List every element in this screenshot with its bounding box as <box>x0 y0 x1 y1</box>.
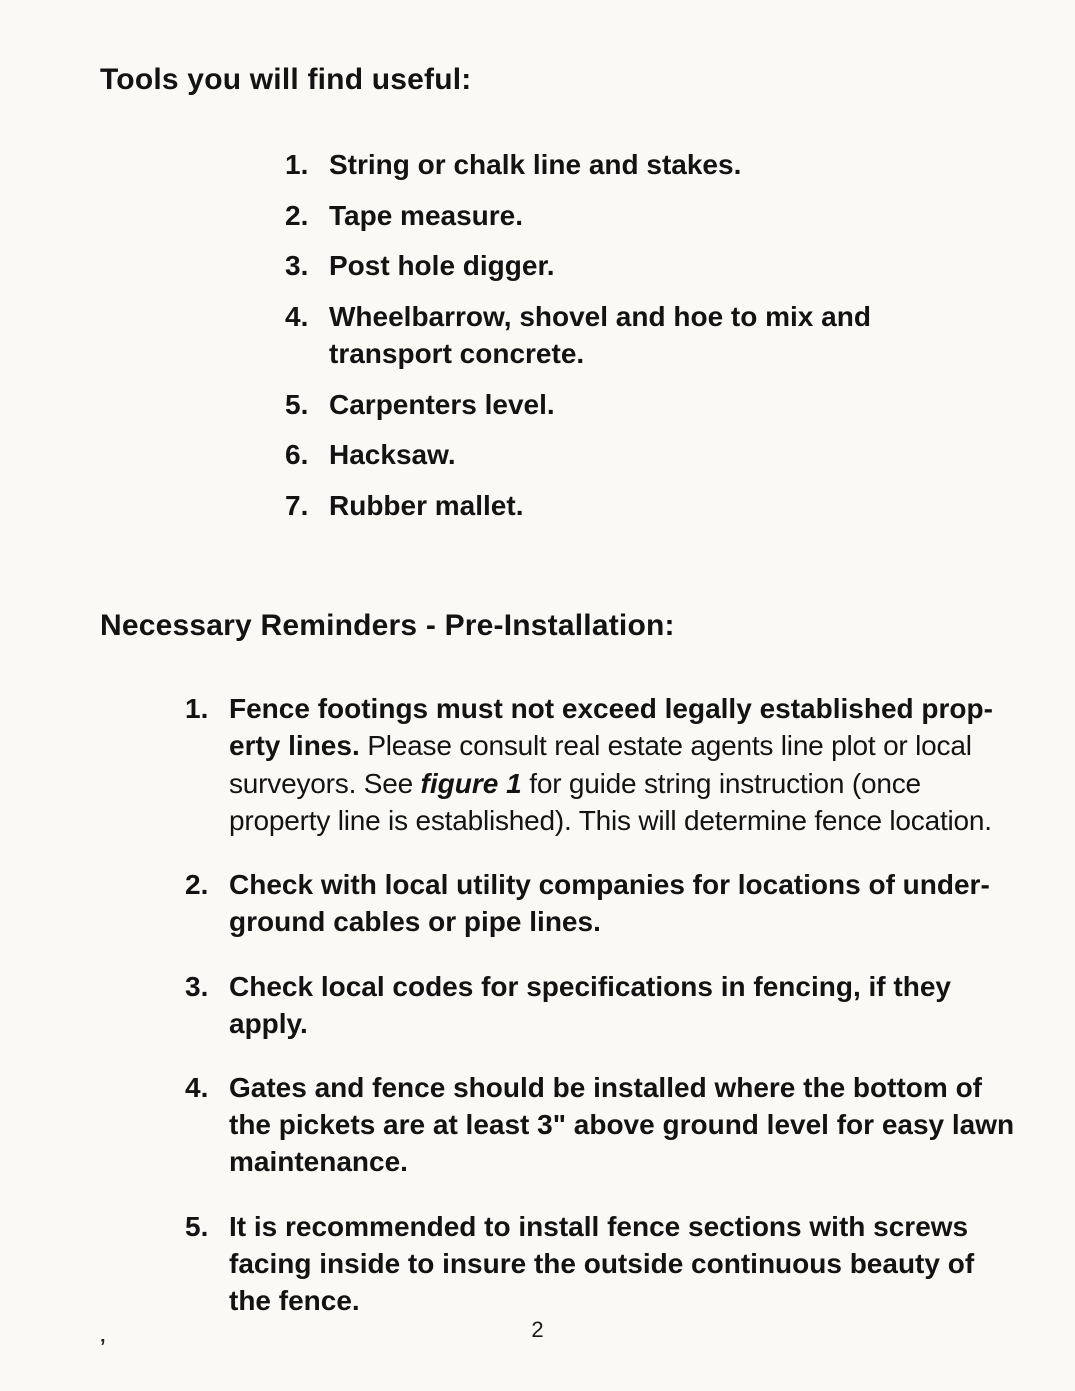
list-number: 1. <box>285 149 309 180</box>
reminders-heading: Necessary Reminders - Pre-Installation: <box>100 609 675 643</box>
list-number: 3. <box>285 250 309 282</box>
list-text: Post hole digger. <box>329 250 555 282</box>
list-text: Check local codes for specifications in fencing, if they apply. <box>229 970 951 1039</box>
list-text: Check with local utility companies for locations of under-ground cables or pipe lines. <box>229 869 990 938</box>
list-number: 4. <box>185 1072 209 1103</box>
list-item <box>285 146 1020 184</box>
tools-section <box>100 62 1020 524</box>
list-item <box>285 436 1020 474</box>
list-number: 2. <box>185 869 209 901</box>
figure-reference: figure 1 <box>420 767 522 799</box>
list-text: Wheelbarrow, shovel and hoe to mix and transport concrete. <box>329 300 871 370</box>
list-text: Carpenters level. <box>329 388 555 420</box>
list-number: 1. <box>185 693 209 725</box>
list-text: It is recommended to install fence sections with screws facing inside to insure the outside continuous beauty of the fence. <box>229 1210 975 1317</box>
list-item <box>285 247 1020 285</box>
tools-list <box>285 146 1020 524</box>
list-item <box>185 866 1020 940</box>
list-number: 5. <box>185 1210 209 1242</box>
list-item <box>185 690 1020 839</box>
list-text: String or chalk line and stakes. <box>329 149 742 180</box>
list-item <box>285 386 1020 424</box>
list-text: Gates and fence should be installed where the bottom of the pickets are at least 3" above ground level for easy lawn maintenance. <box>229 1072 1015 1178</box>
reminder-regular-text: for guide string instruction (once property line is established). This will determine fence location. <box>229 767 992 836</box>
list-item <box>285 197 1020 235</box>
list-number: 6. <box>285 439 309 471</box>
reminder-regular-text: Please consult real estate agents line plot or local surveyors. See <box>229 730 972 799</box>
scan-artifact-mark: ’ <box>100 1336 106 1358</box>
list-number: 3. <box>185 970 209 1002</box>
list-item <box>285 298 1020 373</box>
reminders-section <box>100 608 1020 1319</box>
list-item <box>185 968 1020 1042</box>
list-text <box>229 690 1020 839</box>
list-number: 4. <box>285 300 309 332</box>
list-item <box>285 487 1020 525</box>
list-item <box>185 1069 1020 1181</box>
reminder-bold-lead: Fence footings must not exceed legally established prop-erty lines. <box>229 693 993 762</box>
list-text: Hacksaw. <box>329 439 456 471</box>
list-text: Rubber mallet. <box>329 489 524 521</box>
list-number: 5. <box>285 388 309 420</box>
tools-heading: Tools you will find useful: <box>100 63 472 96</box>
list-item <box>185 1208 1020 1320</box>
list-number: 2. <box>285 199 309 231</box>
reminders-list <box>185 690 1020 1319</box>
list-number: 7. <box>285 489 309 521</box>
page-number: 2 <box>531 1317 544 1342</box>
list-text: Tape measure. <box>329 199 524 231</box>
